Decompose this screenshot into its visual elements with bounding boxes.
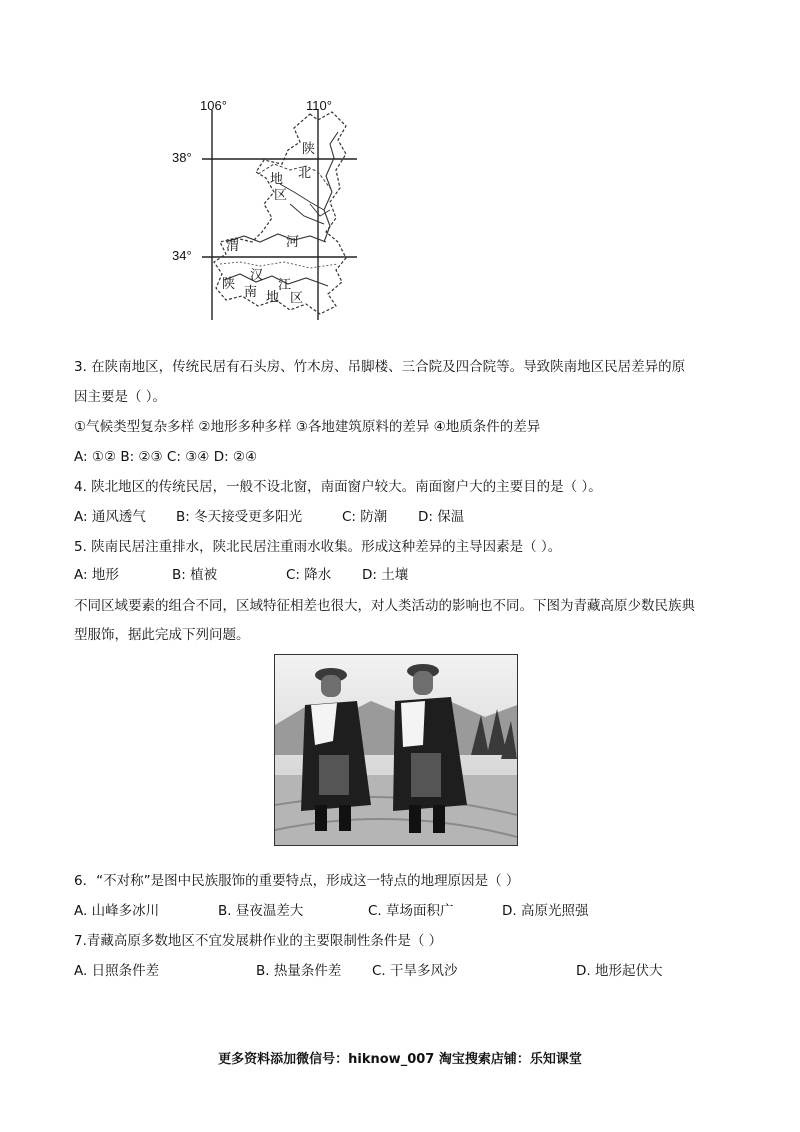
q6-option-c: C. 草场面积广	[368, 903, 454, 919]
q3-statements: ①气候类型复杂多样 ②地形多种多样 ③各地建筑原料的差异 ④地质条件的差异	[74, 419, 541, 435]
q3-options: A: ①② B: ②③ C: ③④ D: ②④	[74, 449, 258, 465]
photo-illustration	[275, 655, 517, 845]
map-char-jiang: 江	[278, 278, 292, 293]
q7-option-a: A. 日照条件差	[74, 963, 160, 979]
map-char-shaan-south: 陕	[222, 277, 236, 292]
north-region-boundary	[258, 164, 330, 188]
yellow-river	[324, 132, 338, 242]
wei-river	[226, 234, 326, 242]
lat-label-38: 38°	[172, 150, 192, 165]
map-char-bei: 北	[298, 166, 312, 181]
shaanxi-map	[160, 92, 360, 332]
mountain-ridge-east	[310, 204, 330, 216]
q5-option-c: C: 降水	[286, 567, 332, 583]
q4-option-d: D: 保温	[418, 509, 465, 525]
q4-option-a: A: 通风透气	[74, 509, 146, 525]
q7-option-b: B. 热量条件差	[256, 963, 342, 979]
q5-option-b: B: 植被	[172, 567, 218, 583]
q6-option-b: B. 昼夜温差大	[218, 903, 304, 919]
lon-label-110: 110°	[306, 98, 332, 113]
han-river	[224, 274, 328, 286]
q6-option-d: D. 高原光照强	[502, 903, 589, 919]
q6-option-a: A. 山峰多冰川	[74, 903, 160, 919]
map-char-qu-south: 区	[290, 291, 304, 306]
lat-label-34: 34°	[172, 248, 192, 263]
q4-stem: 4. 陕北地区的传统民居，一般不设北窗，南面窗户较大。南面窗户大的主要目的是（ ）。	[74, 479, 602, 495]
q5-option-a: A: 地形	[74, 567, 119, 583]
map-char-he: 河	[286, 235, 300, 250]
map-char-nan: 南	[244, 285, 258, 300]
map-char-han: 汉	[250, 268, 264, 283]
q4-option-b: B: 冬天接受更多阳光	[176, 509, 303, 525]
q7-option-d: D. 地形起伏大	[576, 963, 663, 979]
map-char-qu-north: 区	[274, 188, 288, 203]
q7-option-c: C. 干旱多风沙	[372, 963, 458, 979]
lon-label-106: 106°	[200, 98, 227, 113]
shaanxi-map-figure	[160, 92, 360, 332]
map-char-di-north: 地	[270, 172, 284, 187]
map-char-di-south: 地	[266, 290, 280, 305]
footer-promo: 更多资料添加微信号：hiknow_007 淘宝搜索店铺：乐知课堂	[218, 1052, 582, 1067]
intro-line1: 不同区域要素的组合不同，区域特征相差也很大，对人类活动的影响也不同。下图为青藏高原少数民族典	[74, 598, 695, 614]
q5-option-d: D: 土壤	[362, 567, 409, 583]
q5-stem: 5. 陕南民居注重排水，陕北民居注重雨水收集。形成这种差异的主导因素是（ ）。	[74, 539, 562, 555]
q6-stem: 6．“不对称”是图中民族服饰的重要特点，形成这一特点的地理原因是（ ）	[74, 873, 520, 889]
map-char-wei: 渭	[226, 239, 240, 254]
intro-line2: 型服饰，据此完成下列问题。	[74, 627, 250, 643]
map-char-shaan-north: 陕	[302, 142, 316, 157]
q7-stem: 7.青藏高原多数地区不宜发展耕作业的主要限制性条件是（ ）	[74, 933, 443, 949]
q3-stem-line1: 3. 在陕南地区，传统民居有石头房、竹木房、吊脚楼、三合院及四合院等。导致陕南地区民居差异的原	[74, 359, 686, 375]
q3-stem-line2: 因主要是（ ）。	[74, 389, 167, 405]
qinling-ridge	[220, 262, 338, 268]
tibetan-costume-photo	[274, 654, 518, 846]
q4-option-c: C: 防潮	[342, 509, 388, 525]
